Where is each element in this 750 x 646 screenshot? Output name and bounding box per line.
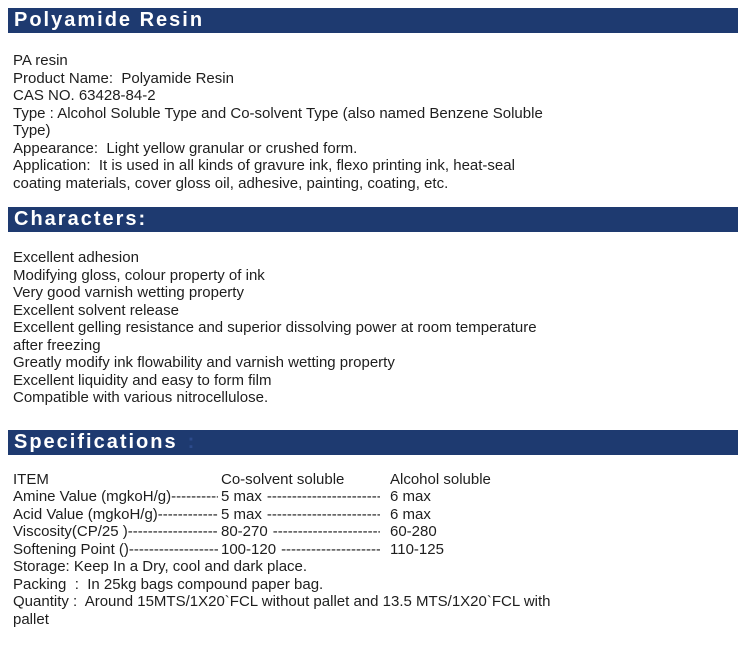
product-info-line: Product Name: Polyamide Resin — [13, 69, 234, 87]
spec-row — [13, 541, 555, 559]
dash-leader — [267, 488, 380, 506]
character-line: Very good varnish wetting property — [13, 284, 244, 301]
product-info-line: CAS NO. 63428-84-2 — [13, 87, 156, 104]
specifications-section-title: Specifications — [14, 430, 178, 453]
spec-item-label: Acid Value (mgkoH/g) — [13, 505, 158, 523]
spec-header-alcohol: Alcohol soluble — [390, 470, 491, 488]
characters-list — [0, 249, 555, 407]
section-header-specifications — [8, 430, 738, 455]
dash-leader — [158, 506, 218, 524]
spec-header-cosolvent: Co-solvent soluble — [221, 470, 345, 488]
specifications-content — [0, 471, 555, 629]
dash-leader — [129, 541, 218, 559]
spec-item-label: Softening Point () — [13, 540, 129, 558]
dash-leader — [128, 523, 218, 541]
product-info-line: Appearance: Light yellow granular or crushed form. — [13, 139, 358, 157]
product-section-title: Polyamide Resin — [14, 9, 205, 31]
spec-header-item: ITEM — [13, 470, 49, 488]
storage-note: Storage: Keep In a Dry, cool and dark place. — [13, 558, 308, 575]
character-line: Excellent solvent release — [13, 301, 179, 319]
spec-alcohol-value: 6 max — [390, 488, 431, 505]
dash-leader — [273, 523, 380, 541]
spec-item-label: Viscosity(CP/25 ) — [13, 523, 128, 540]
product-info-line: Application: It is used in all kinds of gravure ink, flexo printing ink, heat-seal coating materials, cover gloss oil, adhesive, painting, coating, etc. — [13, 157, 520, 192]
character-line: Excellent liquidity and easy to form film — [13, 371, 272, 389]
spec-row — [13, 488, 555, 506]
faint-colon: : — [187, 430, 195, 453]
spec-alcohol-value: 6 max — [390, 505, 431, 523]
section-header-product — [8, 8, 738, 33]
character-line: Excellent adhesion — [13, 249, 139, 266]
dash-leader — [267, 506, 380, 524]
character-line: Excellent gelling resistance and superior dissolving power at room temperature after freezing — [13, 319, 541, 354]
product-info-line: Type : Alcohol Soluble Type and Co-solvent Type (also named Benzene Soluble Type) — [13, 104, 547, 139]
packing-note: Packing : In 25kg bags compound paper bag. — [13, 575, 324, 593]
character-line: Compatible with various nitrocellulose. — [13, 389, 269, 406]
spec-row — [13, 523, 555, 541]
dash-leader — [171, 488, 218, 506]
character-line: Modifying gloss, colour property of ink — [13, 266, 265, 284]
product-info — [0, 52, 555, 192]
spec-row — [13, 506, 555, 524]
dash-leader — [281, 541, 380, 559]
spec-alcohol-value: 110-125 — [390, 540, 444, 558]
spec-item-label: Amine Value (mgkoH/g) — [13, 488, 172, 505]
character-line: Greatly modify ink flowability and varnish wetting property — [13, 354, 395, 371]
spec-alcohol-value: 60-280 — [390, 523, 437, 540]
spec-cosolvent-value: 80-270 — [221, 523, 268, 540]
quantity-note: Quantity : Around 15MTS/1X20`FCL without pallet and 13.5 MTS/1X20`FCL with pallet — [13, 593, 555, 628]
product-info-line: PA resin — [13, 52, 68, 69]
section-header-characters — [8, 207, 738, 232]
spec-cosolvent-value: 5 max — [221, 488, 262, 505]
spec-table-header-row — [13, 471, 555, 489]
characters-section-title: Characters: — [14, 208, 148, 230]
spec-cosolvent-value: 5 max — [221, 505, 262, 523]
spec-cosolvent-value: 100-120 — [221, 540, 277, 558]
